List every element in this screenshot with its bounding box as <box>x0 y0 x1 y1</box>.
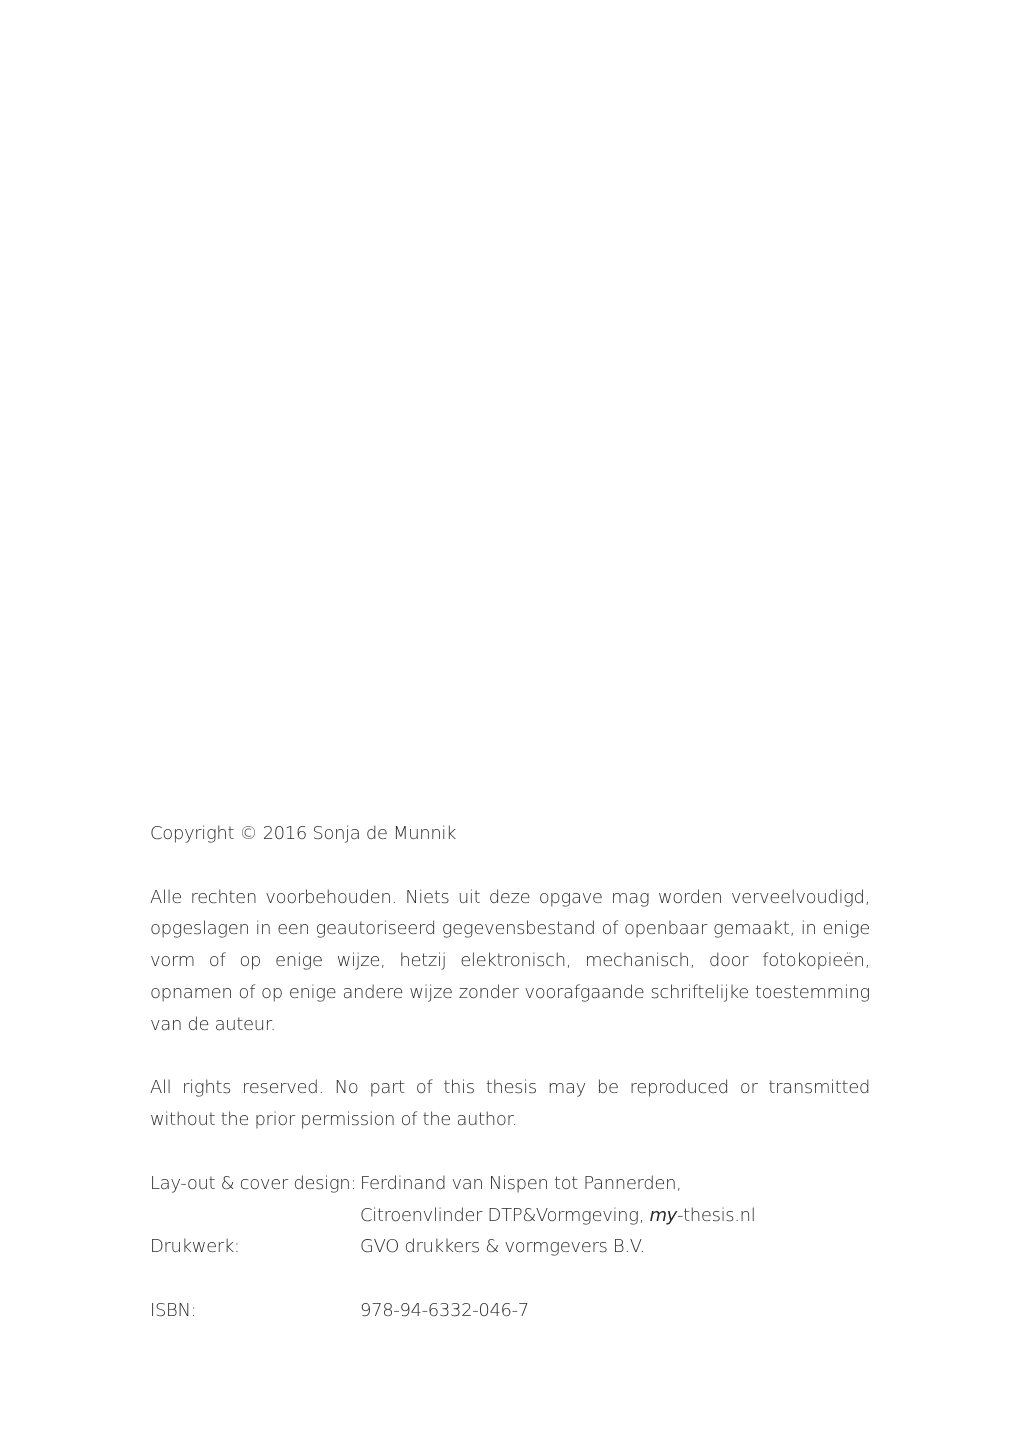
layout-label: Lay-out & cover design: <box>150 1172 357 1194</box>
print-label: Drukwerk: <box>150 1236 240 1258</box>
layout-value-line1: Ferdinand van Nispen tot Pannerden, <box>360 1172 682 1194</box>
credit-row-print <box>150 1231 870 1263</box>
credit-row-layout <box>150 1168 870 1200</box>
print-value: GVO drukkers & vormgevers B.V. <box>360 1236 645 1258</box>
credit-row-layout-cont <box>150 1200 870 1232</box>
copyright-line: Copyright © 2016 Sonja de Munnik <box>150 823 457 844</box>
colophon-block <box>150 818 870 1327</box>
credit-row-isbn <box>150 1295 870 1327</box>
credits-table <box>150 1168 870 1327</box>
isbn-value: 978-94-6332-046-7 <box>360 1299 529 1321</box>
isbn-label: ISBN: <box>150 1299 197 1321</box>
dutch-rights-notice: Alle rechten voorbehouden. Niets uit deze opgave mag worden verveelvoudigd, opgeslagen in een geautoriseerd gegevensbestand of openbaar gemaakt, in enige vorm of op enige wijze, hetzij elektronisch, mechanisch, door fotokopieën, opnamen of op enige andere wijze zonder voorafgaande schriftelijke toestemming van de auteur. <box>150 886 870 1035</box>
layout-value-line2: Citroenvlinder DTP&Vormgeving, my-thesis.nl <box>360 1204 756 1226</box>
english-rights-notice: All rights reserved. No part of this thesis may be reproduced or transmitted without the prior permission of the author. <box>150 1077 870 1131</box>
